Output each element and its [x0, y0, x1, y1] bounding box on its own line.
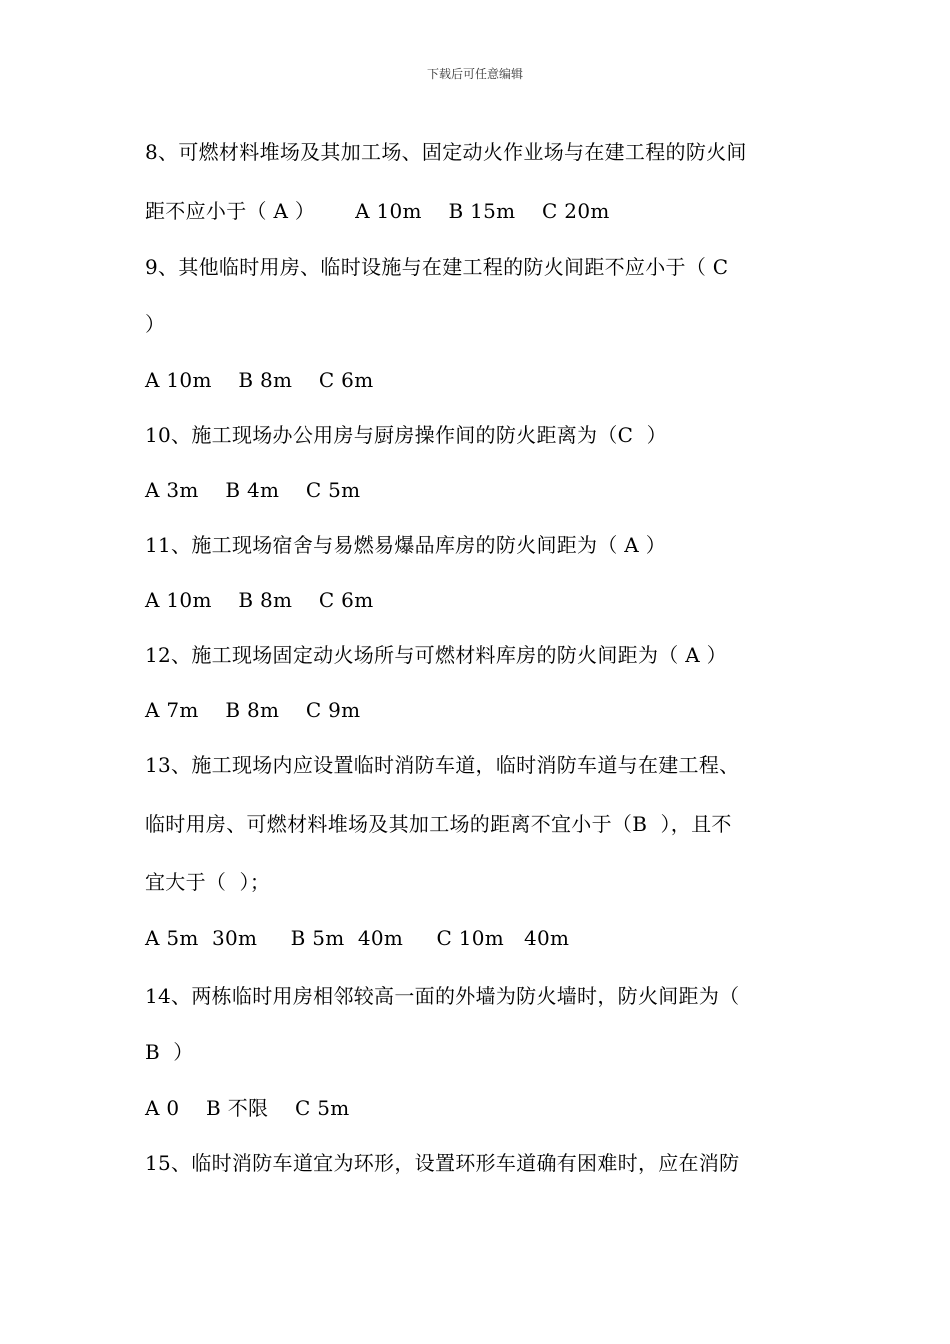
question-13-options: A 5m 30m B 5m 40m C 10m 40m [145, 926, 570, 950]
question-11-options: A 10m B 8m C 6m [145, 588, 374, 612]
question-14-text: 14、两栋临时用房相邻较高一面的外墙为防火墙时，防火间距为（ [145, 984, 740, 1008]
question-10-text: 10、施工现场办公用房与厨房操作间的防火距离为（C ） [145, 423, 667, 447]
question-15-text: 15、临时消防车道宜为环形，设置环形车道确有困难时，应在消防 [145, 1151, 740, 1175]
question-9-text: 9、其他临时用房、临时设施与在建工程的防火间距不应小于（ C [145, 255, 729, 279]
page-header: 下载后可任意编辑 [426, 67, 523, 81]
question-14-options: A 0 B 不限 C 5m [145, 1096, 350, 1120]
question-13-text-cont: 临时用房、可燃材料堆场及其加工场的距离不宜小于（B ），且不 [145, 812, 732, 836]
question-9-options: A 10m B 8m C 6m [145, 368, 374, 392]
question-12-options: A 7m B 8m C 9m [145, 698, 361, 722]
question-11-text: 11、施工现场宿舍与易燃易爆品库房的防火间距为（ A ） [145, 533, 667, 557]
question-14-text-cont: B ） [145, 1040, 194, 1064]
question-10-options: A 3m B 4m C 5m [145, 478, 361, 502]
question-8-options: 距不应小于（ A ） A 10m B 15m C 20m [145, 199, 610, 223]
question-8-text: 8、可燃材料堆场及其加工场、固定动火作业场与在建工程的防火间 [145, 140, 747, 164]
question-13-text-cont2: 宜大于（ ）； [145, 870, 271, 894]
question-13-text: 13、施工现场内应设置临时消防车道，临时消防车道与在建工程、 [145, 753, 740, 777]
question-9-text-cont: ） [145, 312, 166, 336]
question-12-text: 12、施工现场固定动火场所与可燃材料库房的防火间距为（ A ） [145, 643, 727, 667]
